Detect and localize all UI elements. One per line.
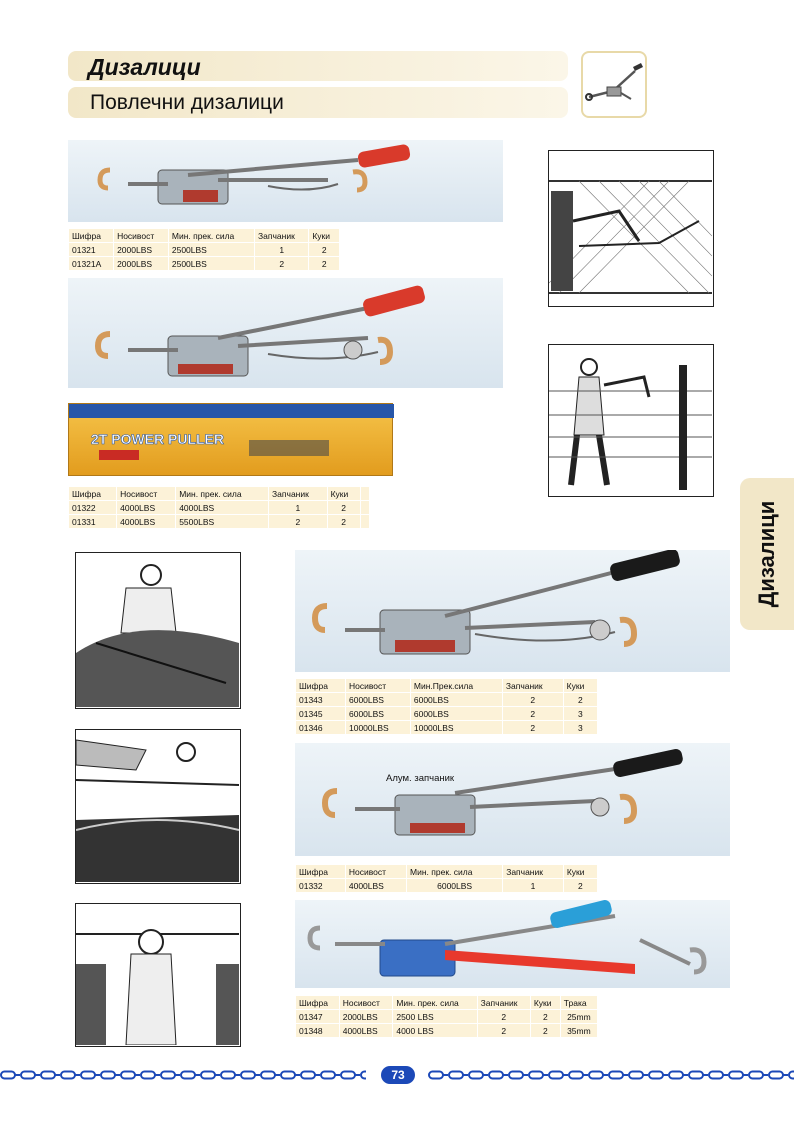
col-header: Куки <box>530 996 560 1010</box>
col-header: Носивост <box>114 229 169 243</box>
col-header: Куки <box>563 679 597 693</box>
col-header: Мин.Прек.сила <box>410 679 502 693</box>
subtitle-bar <box>68 87 568 118</box>
page-subtitle: Повлечни дизалици <box>90 91 284 114</box>
col-header: Шифра <box>296 996 340 1010</box>
spec-table-5 <box>295 995 598 1038</box>
col-header-empty <box>360 487 369 501</box>
col-header: Шифра <box>69 487 117 501</box>
col-header: Мин. прек. сила <box>393 996 477 1010</box>
col-header: Запчаник <box>477 996 530 1010</box>
col-header: Мин. прек. сила <box>407 865 503 879</box>
col-header: Шифра <box>296 865 346 879</box>
col-header: Шифра <box>296 679 346 693</box>
col-header: Запчаник <box>503 865 564 879</box>
col-header: Трака <box>560 996 597 1010</box>
product-photo-2 <box>68 278 503 388</box>
table-row: 01347 2000LBS 2500 LBS 2 2 25mm <box>296 1010 598 1024</box>
col-header: Куки <box>563 865 597 879</box>
product-photo-3 <box>295 550 730 672</box>
table-row: 01348 4000LBS 4000 LBS 2 2 35mm <box>296 1024 598 1038</box>
page-title: Дизалици <box>88 54 201 80</box>
col-header: Мин. прек. сила <box>176 487 269 501</box>
table-row: 01321 2000LBS 2500LBS 1 2 <box>69 243 340 257</box>
col-header: Мин. прек. сила <box>168 229 254 243</box>
spec-table-2 <box>68 486 370 529</box>
box-brand-text: 2T POWER PULLER <box>91 431 225 447</box>
col-header: Куки <box>309 229 340 243</box>
table-row: 01332 4000LBS 6000LBS 1 2 <box>296 879 598 893</box>
table-row: 01331 4000LBS 5500LBS 2 2 <box>69 515 370 529</box>
chain-decoration-right <box>428 1070 794 1080</box>
puller-thumbnail <box>581 51 647 118</box>
col-header: Запчаник <box>502 679 563 693</box>
col-header: Запчаник <box>269 487 328 501</box>
spec-table-3 <box>295 678 598 735</box>
worker-sketch-1 <box>75 552 241 709</box>
col-header: Носивост <box>345 865 406 879</box>
fence-sketch-2 <box>548 344 714 497</box>
fence-sketch-1 <box>548 150 714 307</box>
table-row: 01322 4000LBS 4000LBS 1 2 <box>69 501 370 515</box>
chain-decoration-left <box>0 1070 366 1080</box>
product-photo-1 <box>68 140 503 222</box>
spec-table-4 <box>295 864 598 893</box>
aluminium-gear-label: Алум. запчаник <box>386 773 455 784</box>
product-photo-4 <box>295 743 730 856</box>
col-header: Носивост <box>117 487 176 501</box>
col-header: Куки <box>327 487 360 501</box>
side-tab <box>740 478 794 630</box>
title-bar <box>68 51 568 81</box>
col-header: Носивост <box>339 996 393 1010</box>
product-box-photo <box>68 403 393 476</box>
side-tab-label: Дизалици <box>754 500 779 608</box>
table-row: 01343 6000LBS 6000LBS 2 2 <box>296 693 598 707</box>
page-number: 73 <box>381 1066 415 1084</box>
worker-sketch-2 <box>75 729 241 884</box>
col-header: Носивост <box>346 679 411 693</box>
spec-table-1 <box>68 228 340 271</box>
col-header: Запчаник <box>255 229 309 243</box>
col-header: Шифра <box>69 229 114 243</box>
table-row: 01321A 2000LBS 2500LBS 2 2 <box>69 257 340 271</box>
table-row: 01345 6000LBS 6000LBS 2 3 <box>296 707 598 721</box>
table-row: 01346 10000LBS 10000LBS 2 3 <box>296 721 598 735</box>
product-photo-5 <box>295 900 730 988</box>
worker-sketch-3 <box>75 903 241 1047</box>
